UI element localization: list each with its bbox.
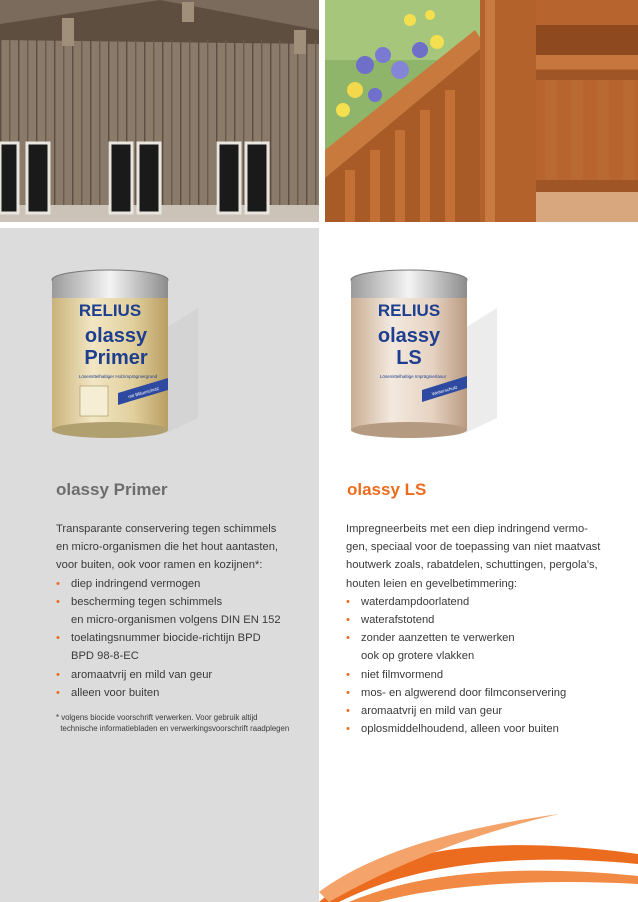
feature-list-ls	[346, 593, 631, 739]
can-name-line2: Primer	[84, 347, 148, 369]
can-brand: RELIUS	[78, 301, 142, 320]
product-title-primer: olassy Primer	[56, 480, 168, 499]
ls-can-image	[347, 268, 497, 443]
intro-line: en micro-organismen die het hout aantasten,	[56, 541, 279, 554]
list-item: • oplosmiddelhoudend, alleen voor buiten	[346, 720, 631, 738]
orange-swoosh-decoration	[319, 792, 638, 902]
can-subtitle: Lösemittelhaltiger Holzimprägniergrund	[78, 374, 158, 379]
list-item: • aromaatvrij en mild van geur	[56, 666, 316, 684]
list-item: • niet filmvormend	[346, 666, 631, 684]
product-description-ls	[346, 520, 631, 738]
list-item: • diep indringend vermogen	[56, 575, 316, 593]
list-item: • zonder aanzetten te verwerken ook op grotere vlakken	[346, 629, 631, 665]
intro-line: Impregneerbeits met een diep indringend vermo-	[346, 523, 588, 535]
product-column-ls	[319, 228, 638, 902]
list-item: • bescherming tegen schimmels en micro-organismen volgens DIN EN 152	[56, 593, 316, 629]
can-name-line1: olassy	[84, 325, 148, 347]
list-item: • waterdampdoorlatend	[346, 593, 631, 611]
product-title-ls: olassy LS	[347, 480, 427, 499]
product-description-primer	[56, 520, 316, 702]
can-name-line1: olassy	[377, 325, 441, 347]
intro-line: houtwerk zoals, rabatdelen, schuttingen, pergola’s,	[346, 559, 598, 572]
intro-line: houten leien en gevelbetimmering:	[346, 577, 518, 590]
footnote: * volgens biocide voorschrift verwerken. Voor gebruik altijd technische informatiebladen en verwerkingsvoorschrift raadplegen	[56, 713, 290, 733]
primer-can-image	[48, 268, 198, 443]
photo-balcony-railing	[325, 0, 638, 222]
intro-line: gen, speciaal voor de toepassing van niet maatvast	[346, 541, 601, 554]
list-item: • alleen voor buiten	[56, 684, 316, 702]
can-brand: RELIUS	[377, 301, 441, 320]
list-item: • toelatingsnummer biocide-richtijn BPD BPD 98-8-EC	[56, 629, 316, 665]
list-item: • aromaatvrij en mild van geur	[346, 702, 631, 720]
can-name-line2: LS	[396, 347, 422, 369]
can-stripe-label: Wetterschutz	[431, 384, 458, 397]
can-subtitle: Lösemittelhaltige Imprägnierlasur	[379, 374, 447, 379]
feature-list-primer	[56, 575, 316, 702]
intro-line: voor buiten, ook voor ramen en kozijnen*:	[56, 559, 263, 572]
product-column-primer	[0, 228, 319, 902]
photo-wooden-facade	[0, 0, 319, 222]
intro-line: Transparante conservering tegen schimmels	[56, 523, 277, 535]
list-item: • mos- en algwerend door filmconservering	[346, 684, 631, 702]
list-item: • waterafstotend	[346, 611, 631, 629]
can-stripe-label: mit Bläueschutz	[127, 385, 160, 400]
